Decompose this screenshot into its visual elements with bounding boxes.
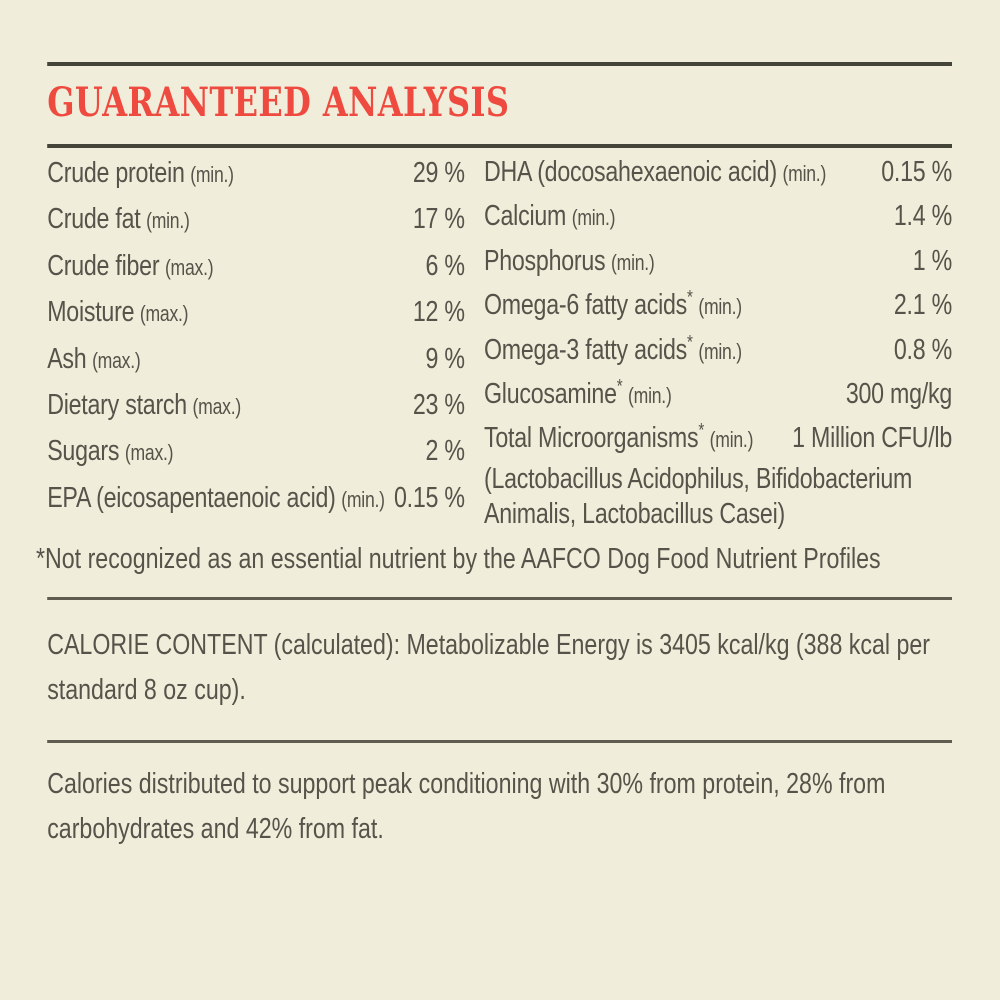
nutrient-label: Glucosamine* (min.): [484, 376, 672, 411]
nutrient-row: [47, 383, 465, 429]
nutrient-qualifier: (min.): [571, 205, 616, 231]
nutrient-qualifier: (max.): [139, 301, 189, 327]
page-title: GUARANTEED ANALYSIS: [47, 79, 510, 126]
nutrient-column-left: [47, 151, 465, 532]
nutrient-value: 17 %: [412, 203, 465, 236]
nutrient-label: Calcium (min.): [484, 200, 616, 233]
nutrient-qualifier: (max.): [164, 254, 214, 280]
nutrient-value: 0.15 %: [881, 156, 952, 188]
asterisk-marker: *: [687, 331, 693, 353]
nutrient-label: Sugars (max.): [47, 435, 174, 468]
nutrient-row: [484, 373, 952, 417]
nutrient-qualifier: (min.): [146, 208, 190, 234]
nutrient-label: Crude protein (min.): [47, 157, 234, 189]
nutrient-label: Phosphorus (min.): [484, 244, 655, 277]
nutrient-label: Omega-3 fatty acids* (min.): [484, 331, 742, 366]
section-divider: [47, 740, 952, 743]
nutrient-value: 1.4 %: [893, 200, 952, 233]
nutrient-row: [484, 195, 952, 239]
nutrient-value: 6 %: [425, 249, 465, 282]
nutrient-label: EPA (eicosapentaenoic acid) (min.): [47, 481, 385, 514]
nutrient-value: 12 %: [412, 296, 465, 329]
nutrient-qualifier: (max.): [192, 394, 241, 420]
asterisk-marker: *: [687, 287, 693, 309]
nutrient-value: 29 %: [412, 157, 465, 189]
nutrient-value: 2.1 %: [893, 289, 952, 322]
nutrient-value: 1 Million CFU/lb: [792, 422, 952, 455]
nutrient-qualifier: (min.): [698, 338, 742, 364]
aafco-footnote: *Not recognized as an essential nutrient by the AAFCO Dog Food Nutrient Profiles: [36, 542, 881, 575]
top-divider: [47, 62, 952, 66]
nutrient-row: [484, 151, 952, 195]
nutrient-label: Total Microorganisms* (min.): [484, 420, 754, 455]
nutrient-row: [484, 240, 952, 284]
nutrient-value: 0.8 %: [893, 333, 952, 366]
asterisk-marker: *: [698, 420, 705, 442]
nutrient-value: 300 mg/kg: [845, 378, 952, 411]
microorganism-species-list: (Lactobacillus Acidophilus, Bifidobacterium Animalis, Lactobacillus Casei): [484, 462, 913, 530]
nutrient-value: 0.15 %: [394, 481, 465, 514]
nutrient-label: Dietary starch (max.): [47, 389, 241, 422]
nutrient-value: 2 %: [425, 435, 465, 468]
nutrient-qualifier: (max.): [92, 347, 141, 373]
nutrient-row: [47, 197, 465, 243]
section-divider: [47, 597, 952, 600]
nutrient-row: [47, 337, 465, 383]
nutrient-qualifier: (max.): [124, 440, 174, 466]
nutrient-value: 1 %: [912, 244, 952, 277]
title-divider: [47, 144, 952, 148]
nutrient-label: DHA (docosahexaenoic acid) (min.): [484, 156, 827, 188]
nutrient-row: [47, 244, 465, 290]
calorie-distribution-statement: Calories distributed to support peak conditioning with 30% from protein, 28% from carbohydrates and 42% from fat.: [47, 767, 886, 845]
nutrient-row: [47, 290, 465, 336]
nutrient-qualifier: (min.): [782, 161, 827, 186]
nutrient-qualifier: (min.): [190, 162, 234, 187]
nutrient-row-microorganisms: [484, 417, 952, 531]
calorie-content-statement: CALORIE CONTENT (calculated): Metabolizable Energy is 3405 kcal/kg (388 kcal per standard 8 oz cup).: [47, 628, 931, 706]
nutrient-qualifier: (min.): [611, 249, 655, 275]
nutrient-qualifier: (min.): [709, 427, 754, 453]
nutrient-row: [484, 417, 952, 461]
nutrient-label: Moisture (max.): [47, 296, 189, 329]
nutrient-qualifier: (min.): [698, 294, 742, 320]
nutrient-qualifier: (min.): [341, 486, 385, 512]
nutrient-qualifier: (min.): [628, 383, 672, 409]
nutrient-label: Ash (max.): [47, 342, 141, 375]
nutrient-row: [47, 151, 465, 197]
nutrient-row: [484, 284, 952, 328]
nutrient-row: [484, 329, 952, 373]
nutrient-value: 9 %: [425, 342, 465, 375]
nutrient-label: Crude fiber (max.): [47, 249, 214, 282]
nutrient-value: 23 %: [412, 389, 465, 422]
nutrient-row: [47, 429, 465, 475]
asterisk-marker: *: [616, 376, 623, 398]
nutrient-row: [47, 476, 465, 522]
nutrient-label: Omega-6 fatty acids* (min.): [484, 287, 742, 322]
nutrient-table: [47, 151, 952, 532]
nutrient-label: Crude fat (min.): [47, 203, 190, 236]
nutrient-column-right: [484, 151, 952, 532]
